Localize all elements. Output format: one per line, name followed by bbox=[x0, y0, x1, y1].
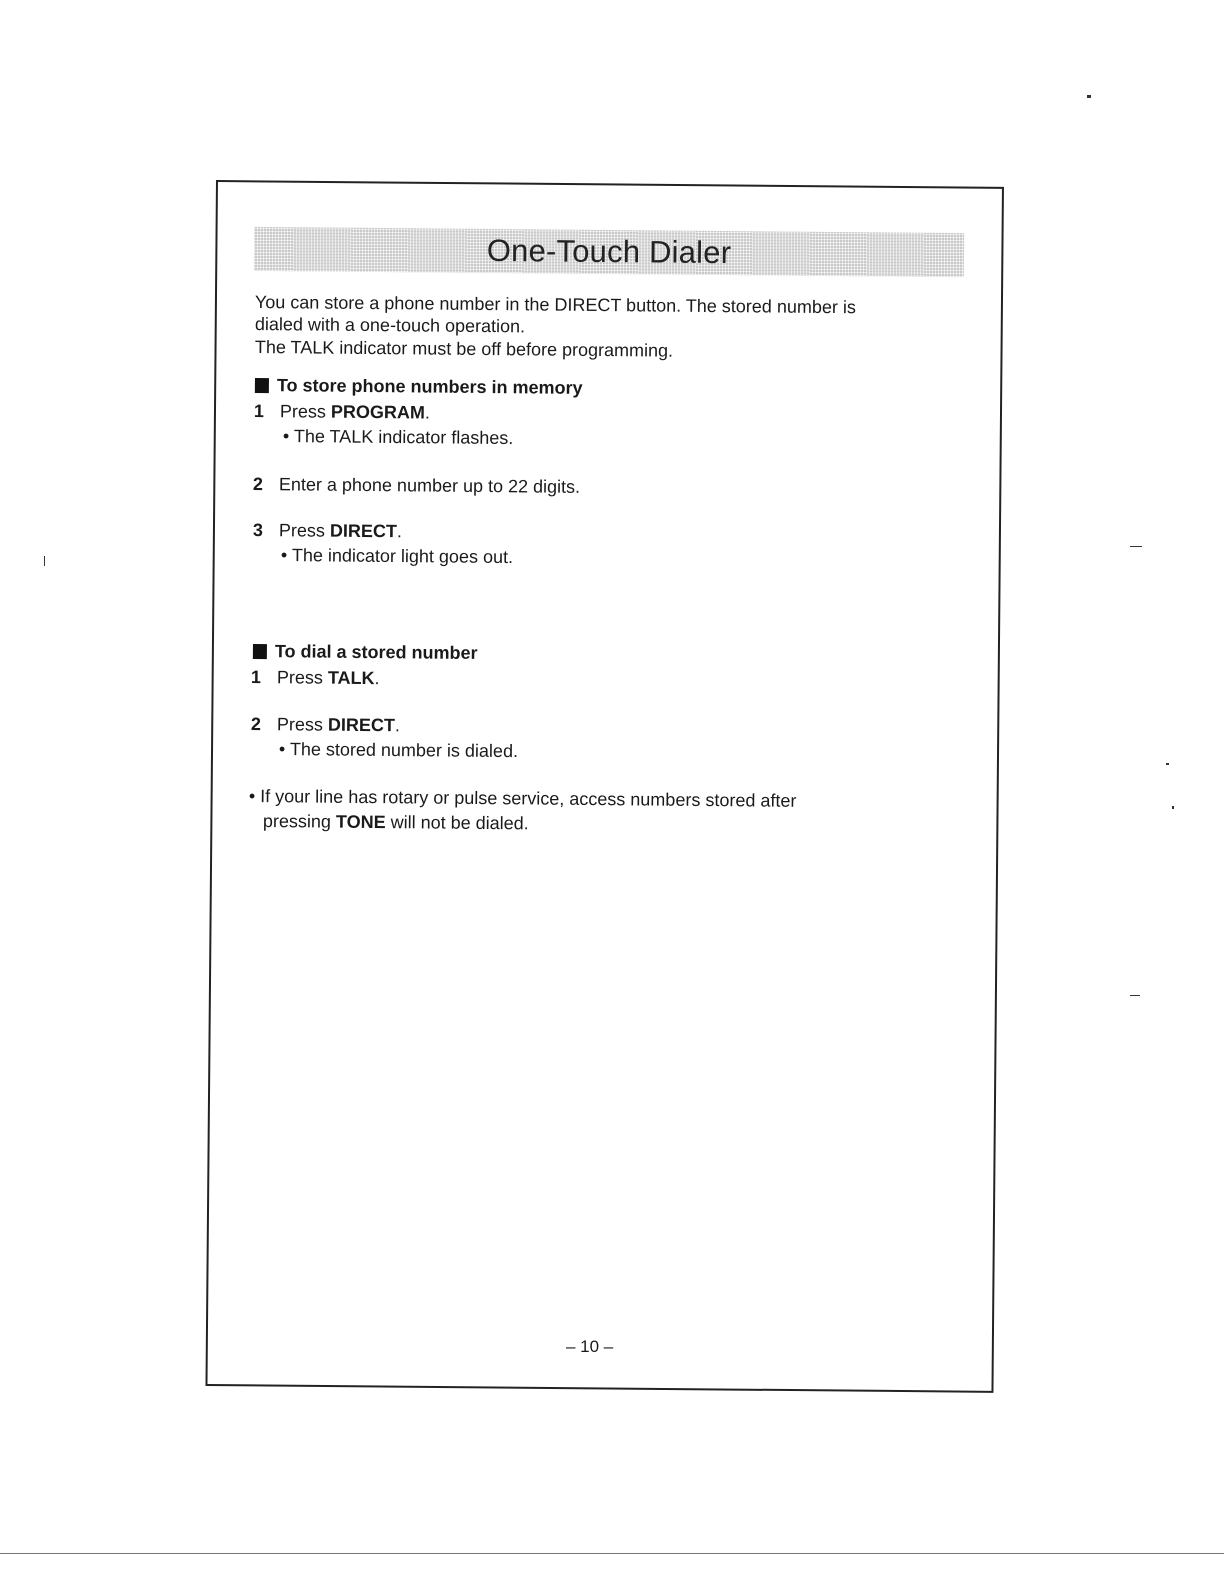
intro-line-2: dialed with a one-touch operation. bbox=[254, 313, 526, 337]
footnote-line-1: • If your line has rotary or pulse service, access numbers stored after bbox=[248, 785, 797, 811]
key-program: PROGRAM bbox=[330, 401, 426, 423]
step-prefix: Press bbox=[279, 401, 332, 422]
scan-speck bbox=[1130, 546, 1142, 547]
intro-line-1: You can store a phone number in the DIRECT button. The stored number is bbox=[254, 291, 856, 318]
key-direct: DIRECT bbox=[329, 520, 398, 542]
bottom-edge-line bbox=[0, 1553, 1224, 1554]
store-step-1-note: • The TALK indicator flashes. bbox=[282, 426, 514, 449]
key-talk: TALK bbox=[327, 667, 375, 689]
dial-step-2-note: • The stored number is dialed. bbox=[278, 739, 519, 762]
scan-speck bbox=[1166, 763, 1169, 765]
step-prefix: Press bbox=[276, 714, 329, 735]
store-step-2 bbox=[253, 473, 580, 498]
section-title: One-Touch Dialer bbox=[486, 232, 732, 271]
footnote-suffix: will not be dialed. bbox=[385, 812, 529, 834]
store-heading bbox=[255, 375, 583, 399]
step-suffix: . bbox=[396, 521, 403, 542]
dial-heading bbox=[253, 641, 478, 664]
intro-line-3: The TALK indicator must be off before programming. bbox=[254, 336, 674, 361]
step-number: 3 bbox=[252, 519, 264, 541]
step-text: Enter a phone number up to 22 digits. bbox=[278, 474, 581, 497]
section-banner bbox=[254, 227, 964, 277]
scan-speck bbox=[1172, 806, 1174, 809]
step-suffix: . bbox=[394, 715, 401, 736]
step-number: 2 bbox=[252, 473, 264, 495]
step-suffix: . bbox=[424, 402, 431, 423]
scan-speck bbox=[1130, 995, 1140, 996]
square-bullet-icon bbox=[253, 644, 267, 659]
scan-speck bbox=[44, 556, 45, 566]
dial-step-1 bbox=[251, 666, 380, 689]
key-direct: DIRECT bbox=[327, 714, 396, 736]
key-tone: TONE bbox=[335, 811, 386, 833]
square-bullet-icon bbox=[255, 378, 269, 393]
step-number: 2 bbox=[250, 713, 262, 735]
footnote-line-2 bbox=[263, 810, 529, 834]
store-step-1 bbox=[254, 400, 430, 424]
store-step-3-note: • The indicator light goes out. bbox=[280, 545, 514, 568]
dial-heading-text: To dial a stored number bbox=[274, 641, 478, 663]
footnote-prefix: pressing bbox=[262, 810, 337, 832]
step-number: 1 bbox=[253, 400, 265, 422]
step-prefix: Press bbox=[278, 520, 331, 541]
step-number: 1 bbox=[250, 666, 262, 688]
store-heading-text: To store phone numbers in memory bbox=[276, 375, 583, 398]
step-prefix: Press bbox=[276, 667, 329, 688]
scan-speck bbox=[1087, 95, 1091, 98]
dial-step-2 bbox=[251, 713, 400, 736]
page-number: – 10 – bbox=[566, 1337, 614, 1356]
step-suffix: . bbox=[374, 668, 380, 689]
store-step-3 bbox=[253, 519, 402, 542]
